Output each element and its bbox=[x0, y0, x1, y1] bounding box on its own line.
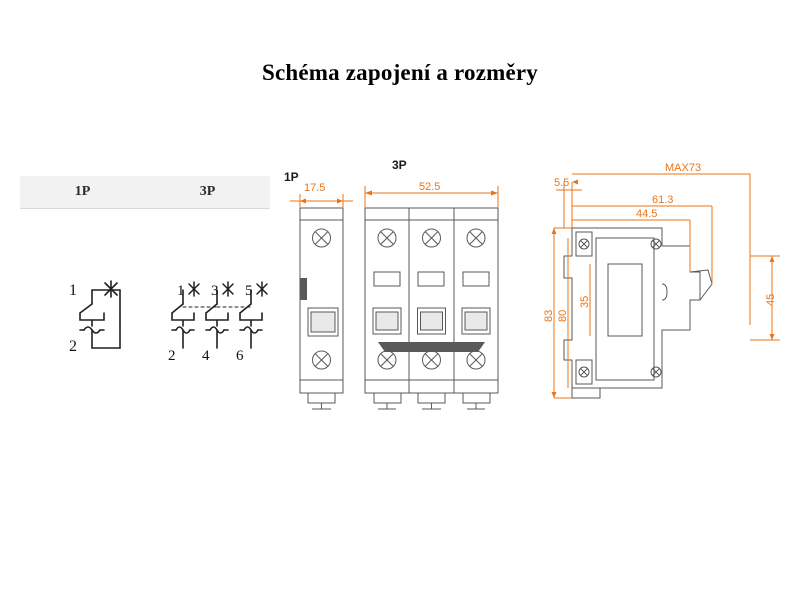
dim-depth-front: 44.5 bbox=[636, 208, 658, 220]
dim-max-depth: MAX73 bbox=[665, 162, 702, 174]
svg-text:4: 4 bbox=[202, 348, 210, 364]
table-header-3p: 3P bbox=[145, 176, 270, 209]
dim-rail-offset: 5.5 bbox=[554, 177, 570, 189]
table-header-1p: 1P bbox=[20, 176, 146, 209]
dim-width-1p: 17.5 bbox=[304, 182, 326, 194]
schematic-body bbox=[20, 208, 270, 366]
side-view-svg bbox=[540, 160, 790, 420]
label-front-3p: 3P bbox=[392, 158, 407, 172]
svg-text:1: 1 bbox=[69, 282, 77, 299]
label-front-1p: 1P bbox=[284, 170, 299, 184]
schematic-table bbox=[20, 176, 270, 366]
dim-height-rail: 35 bbox=[579, 295, 591, 308]
side-view-drawing bbox=[540, 160, 790, 425]
svg-text:5: 5 bbox=[245, 283, 253, 299]
svg-text:6: 6 bbox=[236, 348, 244, 364]
svg-text:2: 2 bbox=[69, 338, 77, 355]
dim-width-3p: 52.5 bbox=[419, 181, 441, 193]
page-title: Schéma zapojení a rozměry bbox=[261, 60, 539, 85]
dim-height-terminal: 45 bbox=[765, 293, 777, 306]
front-view-svg bbox=[282, 160, 532, 420]
svg-text:2: 2 bbox=[168, 348, 176, 364]
front-view-drawing bbox=[282, 160, 532, 425]
svg-text:1: 1 bbox=[177, 283, 185, 299]
schematic-drawing bbox=[20, 208, 270, 366]
dim-height-total: 83 bbox=[543, 309, 555, 322]
dim-depth-body: 61.3 bbox=[652, 194, 674, 206]
dim-height-body: 80 bbox=[557, 309, 569, 322]
svg-text:3: 3 bbox=[211, 283, 219, 299]
